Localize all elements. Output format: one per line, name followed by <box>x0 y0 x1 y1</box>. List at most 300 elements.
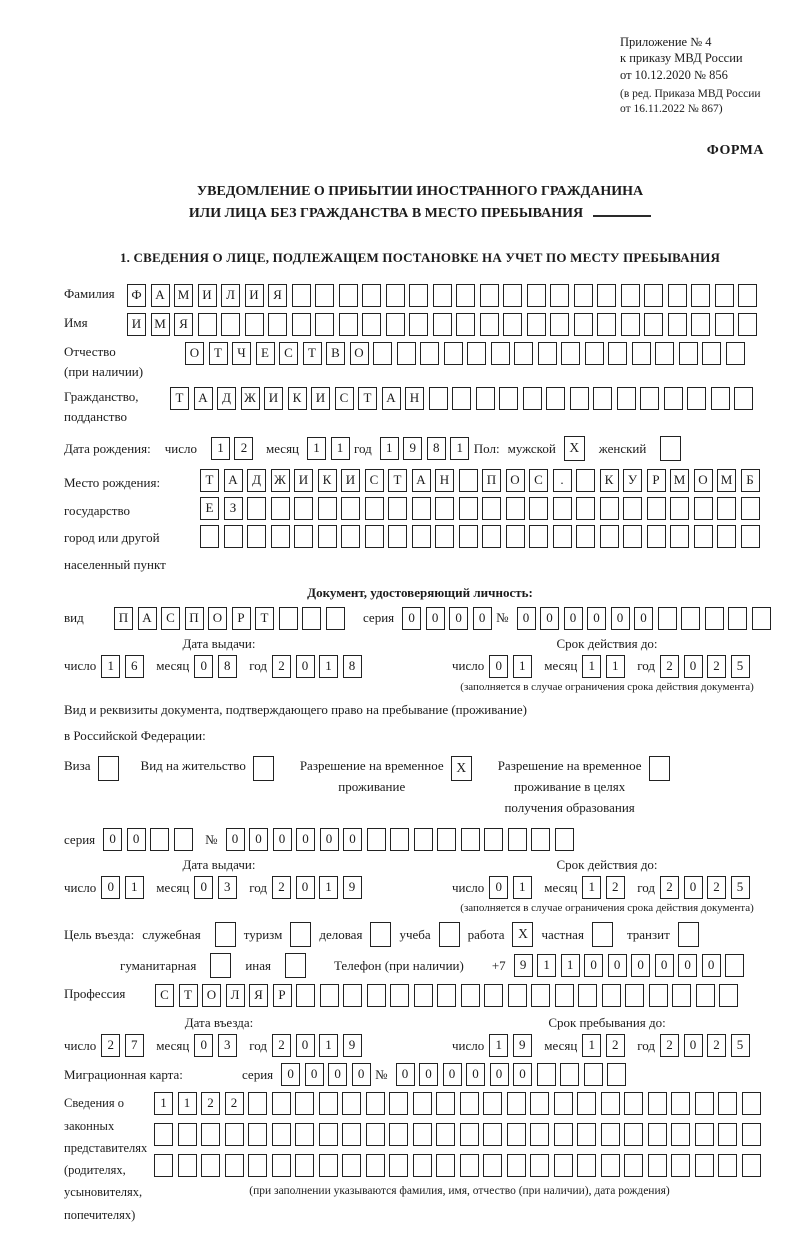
char-cell[interactable] <box>295 1123 314 1146</box>
char-cell[interactable]: 9 <box>403 437 422 460</box>
char-cell[interactable] <box>752 607 771 630</box>
char-cell[interactable] <box>694 525 713 548</box>
char-cell[interactable]: М <box>670 469 689 492</box>
char-cell[interactable]: 3 <box>218 876 237 899</box>
char-cell[interactable] <box>584 1063 603 1086</box>
char-cell[interactable]: 1 <box>101 655 120 678</box>
char-cell[interactable] <box>225 1123 244 1146</box>
char-cell[interactable] <box>508 828 527 851</box>
char-cell[interactable]: А <box>151 284 170 307</box>
char-cell[interactable]: И <box>264 387 283 410</box>
char-cell[interactable] <box>414 984 433 1007</box>
char-cell[interactable]: 0 <box>194 1034 213 1057</box>
char-cell[interactable] <box>574 284 593 307</box>
char-cell[interactable]: 0 <box>296 655 315 678</box>
char-cell[interactable] <box>271 525 290 548</box>
char-cell[interactable]: М <box>151 313 170 336</box>
char-cell[interactable] <box>178 1154 197 1177</box>
char-cell[interactable] <box>601 1092 620 1115</box>
char-cell[interactable] <box>507 1123 526 1146</box>
char-cell[interactable]: 1 <box>582 655 601 678</box>
char-cell[interactable]: 0 <box>466 1063 485 1086</box>
char-cell[interactable] <box>527 284 546 307</box>
char-cell[interactable] <box>389 1092 408 1115</box>
char-cell[interactable] <box>576 497 595 520</box>
char-cell[interactable]: Р <box>232 607 251 630</box>
char-cell[interactable] <box>292 284 311 307</box>
char-cell[interactable]: 2 <box>660 1034 679 1057</box>
char-cell[interactable]: И <box>311 387 330 410</box>
char-cell[interactable] <box>600 525 619 548</box>
char-cell[interactable] <box>279 607 298 630</box>
char-cell[interactable] <box>625 984 644 1007</box>
char-cell[interactable]: Л <box>226 984 245 1007</box>
char-cell[interactable] <box>409 313 428 336</box>
purpose-work-checkbox[interactable]: X <box>512 922 533 947</box>
char-cell[interactable] <box>437 828 456 851</box>
char-cell[interactable] <box>717 497 736 520</box>
char-cell[interactable]: Т <box>200 469 219 492</box>
char-cell[interactable] <box>742 1092 761 1115</box>
char-cell[interactable]: 0 <box>419 1063 438 1086</box>
char-cell[interactable] <box>272 1154 291 1177</box>
char-cell[interactable] <box>624 1092 643 1115</box>
purpose-tourism-checkbox[interactable] <box>290 922 311 947</box>
char-cell[interactable]: 2 <box>660 655 679 678</box>
char-cell[interactable] <box>362 284 381 307</box>
char-cell[interactable] <box>576 525 595 548</box>
char-cell[interactable] <box>319 1123 338 1146</box>
sex-male-checkbox[interactable]: X <box>564 436 585 461</box>
char-cell[interactable] <box>271 497 290 520</box>
char-cell[interactable] <box>373 342 392 365</box>
purpose-official-checkbox[interactable] <box>215 922 236 947</box>
char-cell[interactable] <box>531 828 550 851</box>
char-cell[interactable]: К <box>318 469 337 492</box>
purpose-study-checkbox[interactable] <box>439 922 460 947</box>
char-cell[interactable] <box>248 1154 267 1177</box>
char-cell[interactable] <box>461 828 480 851</box>
char-cell[interactable]: 1 <box>513 655 532 678</box>
char-cell[interactable]: 2 <box>225 1092 244 1115</box>
char-cell[interactable]: И <box>127 313 146 336</box>
char-cell[interactable]: Т <box>255 607 274 630</box>
char-cell[interactable] <box>555 984 574 1007</box>
char-cell[interactable] <box>623 525 642 548</box>
char-cell[interactable]: 1 <box>582 876 601 899</box>
char-cell[interactable]: Т <box>179 984 198 1007</box>
char-cell[interactable] <box>691 284 710 307</box>
char-cell[interactable] <box>648 1092 667 1115</box>
char-cell[interactable] <box>460 1123 479 1146</box>
char-cell[interactable] <box>248 1123 267 1146</box>
char-cell[interactable]: Т <box>170 387 189 410</box>
char-cell[interactable] <box>435 497 454 520</box>
char-cell[interactable]: 1 <box>513 876 532 899</box>
char-cell[interactable]: 1 <box>319 876 338 899</box>
char-cell[interactable]: 2 <box>707 655 726 678</box>
char-cell[interactable]: 6 <box>125 655 144 678</box>
purpose-private-checkbox[interactable] <box>592 922 613 947</box>
char-cell[interactable] <box>437 984 456 1007</box>
char-cell[interactable] <box>671 1092 690 1115</box>
char-cell[interactable]: А <box>382 387 401 410</box>
char-cell[interactable] <box>593 387 612 410</box>
char-cell[interactable] <box>530 1092 549 1115</box>
char-cell[interactable]: 0 <box>631 954 650 977</box>
char-cell[interactable] <box>482 525 501 548</box>
char-cell[interactable] <box>201 1154 220 1177</box>
char-cell[interactable]: 0 <box>249 828 268 851</box>
char-cell[interactable] <box>621 313 640 336</box>
char-cell[interactable]: А <box>138 607 157 630</box>
char-cell[interactable] <box>738 313 757 336</box>
char-cell[interactable] <box>467 342 486 365</box>
char-cell[interactable]: Р <box>647 469 666 492</box>
char-cell[interactable] <box>570 387 589 410</box>
char-cell[interactable]: Я <box>174 313 193 336</box>
char-cell[interactable] <box>484 984 503 1007</box>
char-cell[interactable] <box>221 313 240 336</box>
char-cell[interactable] <box>201 1123 220 1146</box>
char-cell[interactable] <box>413 1123 432 1146</box>
char-cell[interactable] <box>339 313 358 336</box>
char-cell[interactable] <box>389 1154 408 1177</box>
char-cell[interactable] <box>319 1154 338 1177</box>
char-cell[interactable]: 1 <box>582 1034 601 1057</box>
char-cell[interactable]: 1 <box>489 1034 508 1057</box>
char-cell[interactable]: 0 <box>127 828 146 851</box>
char-cell[interactable]: 7 <box>125 1034 144 1057</box>
char-cell[interactable] <box>295 1154 314 1177</box>
char-cell[interactable]: Я <box>249 984 268 1007</box>
char-cell[interactable] <box>648 1154 667 1177</box>
char-cell[interactable]: 0 <box>328 1063 347 1086</box>
char-cell[interactable]: 2 <box>272 1034 291 1057</box>
char-cell[interactable]: 0 <box>684 876 703 899</box>
char-cell[interactable]: О <box>506 469 525 492</box>
char-cell[interactable]: 2 <box>272 655 291 678</box>
char-cell[interactable] <box>719 984 738 1007</box>
char-cell[interactable]: П <box>114 607 133 630</box>
char-cell[interactable] <box>523 387 542 410</box>
char-cell[interactable]: 1 <box>331 437 350 460</box>
char-cell[interactable] <box>607 1063 626 1086</box>
char-cell[interactable] <box>339 284 358 307</box>
char-cell[interactable] <box>531 984 550 1007</box>
char-cell[interactable]: К <box>600 469 619 492</box>
char-cell[interactable] <box>538 342 557 365</box>
char-cell[interactable] <box>444 342 463 365</box>
char-cell[interactable] <box>601 1154 620 1177</box>
char-cell[interactable] <box>433 313 452 336</box>
char-cell[interactable] <box>726 342 745 365</box>
char-cell[interactable] <box>366 1092 385 1115</box>
char-cell[interactable] <box>319 1092 338 1115</box>
char-cell[interactable]: П <box>482 469 501 492</box>
char-cell[interactable] <box>386 284 405 307</box>
char-cell[interactable] <box>245 313 264 336</box>
char-cell[interactable] <box>624 1154 643 1177</box>
char-cell[interactable] <box>272 1092 291 1115</box>
char-cell[interactable] <box>553 525 572 548</box>
char-cell[interactable]: 1 <box>450 437 469 460</box>
char-cell[interactable] <box>200 525 219 548</box>
char-cell[interactable] <box>294 525 313 548</box>
char-cell[interactable] <box>514 342 533 365</box>
char-cell[interactable] <box>318 525 337 548</box>
char-cell[interactable] <box>302 607 321 630</box>
char-cell[interactable] <box>734 387 753 410</box>
char-cell[interactable]: 0 <box>305 1063 324 1086</box>
char-cell[interactable] <box>247 525 266 548</box>
char-cell[interactable] <box>342 1092 361 1115</box>
char-cell[interactable] <box>295 1092 314 1115</box>
char-cell[interactable]: 1 <box>319 1034 338 1057</box>
char-cell[interactable] <box>341 497 360 520</box>
char-cell[interactable]: 8 <box>427 437 446 460</box>
char-cell[interactable] <box>461 984 480 1007</box>
char-cell[interactable] <box>507 1154 526 1177</box>
char-cell[interactable]: 2 <box>201 1092 220 1115</box>
char-cell[interactable]: Н <box>405 387 424 410</box>
char-cell[interactable]: С <box>529 469 548 492</box>
char-cell[interactable]: Д <box>217 387 236 410</box>
char-cell[interactable] <box>529 497 548 520</box>
char-cell[interactable] <box>554 1154 573 1177</box>
char-cell[interactable] <box>672 984 691 1007</box>
char-cell[interactable] <box>695 1092 714 1115</box>
char-cell[interactable]: О <box>350 342 369 365</box>
char-cell[interactable] <box>711 387 730 410</box>
char-cell[interactable]: 2 <box>606 876 625 899</box>
char-cell[interactable]: О <box>208 607 227 630</box>
char-cell[interactable]: П <box>185 607 204 630</box>
char-cell[interactable]: 0 <box>426 607 445 630</box>
char-cell[interactable]: 9 <box>513 1034 532 1057</box>
char-cell[interactable] <box>715 284 734 307</box>
char-cell[interactable] <box>154 1123 173 1146</box>
purpose-humanitarian-checkbox[interactable] <box>210 953 231 978</box>
char-cell[interactable] <box>597 284 616 307</box>
char-cell[interactable] <box>644 313 663 336</box>
char-cell[interactable]: 9 <box>343 1034 362 1057</box>
char-cell[interactable] <box>576 469 595 492</box>
char-cell[interactable]: Ж <box>241 387 260 410</box>
char-cell[interactable] <box>647 497 666 520</box>
char-cell[interactable] <box>362 313 381 336</box>
char-cell[interactable] <box>681 607 700 630</box>
char-cell[interactable] <box>702 342 721 365</box>
char-cell[interactable]: В <box>326 342 345 365</box>
char-cell[interactable] <box>224 525 243 548</box>
char-cell[interactable] <box>527 313 546 336</box>
char-cell[interactable] <box>664 387 683 410</box>
char-cell[interactable]: С <box>365 469 384 492</box>
char-cell[interactable] <box>608 342 627 365</box>
char-cell[interactable] <box>433 284 452 307</box>
char-cell[interactable] <box>150 828 169 851</box>
char-cell[interactable]: А <box>224 469 243 492</box>
char-cell[interactable]: Р <box>273 984 292 1007</box>
char-cell[interactable]: 0 <box>608 954 627 977</box>
char-cell[interactable] <box>476 387 495 410</box>
char-cell[interactable]: А <box>194 387 213 410</box>
char-cell[interactable]: Т <box>388 469 407 492</box>
char-cell[interactable] <box>617 387 636 410</box>
char-cell[interactable]: 2 <box>707 1034 726 1057</box>
char-cell[interactable]: 1 <box>319 655 338 678</box>
char-cell[interactable] <box>389 1123 408 1146</box>
char-cell[interactable] <box>670 525 689 548</box>
char-cell[interactable] <box>530 1154 549 1177</box>
char-cell[interactable] <box>658 607 677 630</box>
char-cell[interactable] <box>555 828 574 851</box>
char-cell[interactable] <box>296 984 315 1007</box>
char-cell[interactable] <box>717 525 736 548</box>
char-cell[interactable] <box>574 313 593 336</box>
char-cell[interactable]: Я <box>268 284 287 307</box>
char-cell[interactable]: С <box>335 387 354 410</box>
char-cell[interactable]: 0 <box>296 876 315 899</box>
sex-female-checkbox[interactable] <box>660 436 681 461</box>
char-cell[interactable] <box>420 342 439 365</box>
char-cell[interactable] <box>436 1123 455 1146</box>
char-cell[interactable]: 2 <box>660 876 679 899</box>
char-cell[interactable] <box>388 525 407 548</box>
char-cell[interactable] <box>154 1154 173 1177</box>
char-cell[interactable]: З <box>224 497 243 520</box>
char-cell[interactable] <box>621 284 640 307</box>
char-cell[interactable] <box>341 525 360 548</box>
char-cell[interactable] <box>718 1154 737 1177</box>
char-cell[interactable] <box>429 387 448 410</box>
char-cell[interactable]: 2 <box>234 437 253 460</box>
char-cell[interactable] <box>578 984 597 1007</box>
char-cell[interactable] <box>632 342 651 365</box>
char-cell[interactable] <box>413 1154 432 1177</box>
char-cell[interactable]: 0 <box>343 828 362 851</box>
char-cell[interactable] <box>577 1123 596 1146</box>
char-cell[interactable] <box>601 1123 620 1146</box>
char-cell[interactable]: 0 <box>352 1063 371 1086</box>
char-cell[interactable] <box>550 284 569 307</box>
char-cell[interactable]: 1 <box>125 876 144 899</box>
temp-residence-checkbox[interactable]: X <box>451 756 472 781</box>
char-cell[interactable] <box>459 469 478 492</box>
char-cell[interactable]: 0 <box>564 607 583 630</box>
char-cell[interactable] <box>577 1092 596 1115</box>
char-cell[interactable] <box>343 984 362 1007</box>
char-cell[interactable]: 0 <box>396 1063 415 1086</box>
char-cell[interactable] <box>225 1154 244 1177</box>
char-cell[interactable] <box>728 607 747 630</box>
char-cell[interactable] <box>546 387 565 410</box>
char-cell[interactable] <box>480 284 499 307</box>
char-cell[interactable]: 5 <box>731 655 750 678</box>
char-cell[interactable] <box>365 497 384 520</box>
char-cell[interactable]: 1 <box>561 954 580 977</box>
char-cell[interactable] <box>679 342 698 365</box>
char-cell[interactable] <box>366 1123 385 1146</box>
char-cell[interactable] <box>506 525 525 548</box>
char-cell[interactable]: Ч <box>232 342 251 365</box>
char-cell[interactable]: 2 <box>101 1034 120 1057</box>
char-cell[interactable]: 0 <box>489 876 508 899</box>
char-cell[interactable]: 0 <box>634 607 653 630</box>
char-cell[interactable]: 0 <box>540 607 559 630</box>
char-cell[interactable]: С <box>161 607 180 630</box>
char-cell[interactable]: 1 <box>211 437 230 460</box>
char-cell[interactable] <box>397 342 416 365</box>
char-cell[interactable] <box>491 342 510 365</box>
char-cell[interactable]: 5 <box>731 1034 750 1057</box>
char-cell[interactable]: 0 <box>473 607 492 630</box>
char-cell[interactable] <box>668 313 687 336</box>
char-cell[interactable] <box>247 497 266 520</box>
char-cell[interactable] <box>388 497 407 520</box>
char-cell[interactable] <box>292 313 311 336</box>
char-cell[interactable] <box>459 525 478 548</box>
char-cell[interactable] <box>687 387 706 410</box>
char-cell[interactable] <box>649 984 668 1007</box>
char-cell[interactable] <box>414 828 433 851</box>
char-cell[interactable]: 0 <box>101 876 120 899</box>
char-cell[interactable]: 0 <box>489 655 508 678</box>
char-cell[interactable]: 8 <box>218 655 237 678</box>
char-cell[interactable] <box>413 1092 432 1115</box>
char-cell[interactable] <box>460 1154 479 1177</box>
char-cell[interactable]: М <box>717 469 736 492</box>
char-cell[interactable] <box>365 525 384 548</box>
char-cell[interactable] <box>366 1154 385 1177</box>
char-cell[interactable]: С <box>279 342 298 365</box>
char-cell[interactable] <box>499 387 518 410</box>
char-cell[interactable] <box>553 497 572 520</box>
char-cell[interactable] <box>644 284 663 307</box>
char-cell[interactable] <box>268 313 287 336</box>
temp-residence-edu-checkbox[interactable] <box>649 756 670 781</box>
char-cell[interactable]: 9 <box>514 954 533 977</box>
char-cell[interactable] <box>507 1092 526 1115</box>
char-cell[interactable]: Т <box>209 342 228 365</box>
char-cell[interactable] <box>480 313 499 336</box>
char-cell[interactable]: 2 <box>606 1034 625 1057</box>
char-cell[interactable]: А <box>412 469 431 492</box>
char-cell[interactable]: Ф <box>127 284 146 307</box>
char-cell[interactable] <box>640 387 659 410</box>
char-cell[interactable]: . <box>553 469 572 492</box>
char-cell[interactable]: 0 <box>194 655 213 678</box>
char-cell[interactable] <box>390 984 409 1007</box>
char-cell[interactable]: У <box>623 469 642 492</box>
char-cell[interactable] <box>506 497 525 520</box>
char-cell[interactable]: 0 <box>296 828 315 851</box>
char-cell[interactable] <box>367 828 386 851</box>
visa-checkbox[interactable] <box>98 756 119 781</box>
char-cell[interactable]: 0 <box>194 876 213 899</box>
char-cell[interactable] <box>718 1123 737 1146</box>
char-cell[interactable] <box>648 1123 667 1146</box>
char-cell[interactable] <box>482 497 501 520</box>
char-cell[interactable] <box>178 1123 197 1146</box>
char-cell[interactable] <box>435 525 454 548</box>
char-cell[interactable] <box>600 497 619 520</box>
char-cell[interactable]: 0 <box>513 1063 532 1086</box>
char-cell[interactable]: 2 <box>707 876 726 899</box>
char-cell[interactable] <box>705 607 724 630</box>
char-cell[interactable]: Л <box>221 284 240 307</box>
